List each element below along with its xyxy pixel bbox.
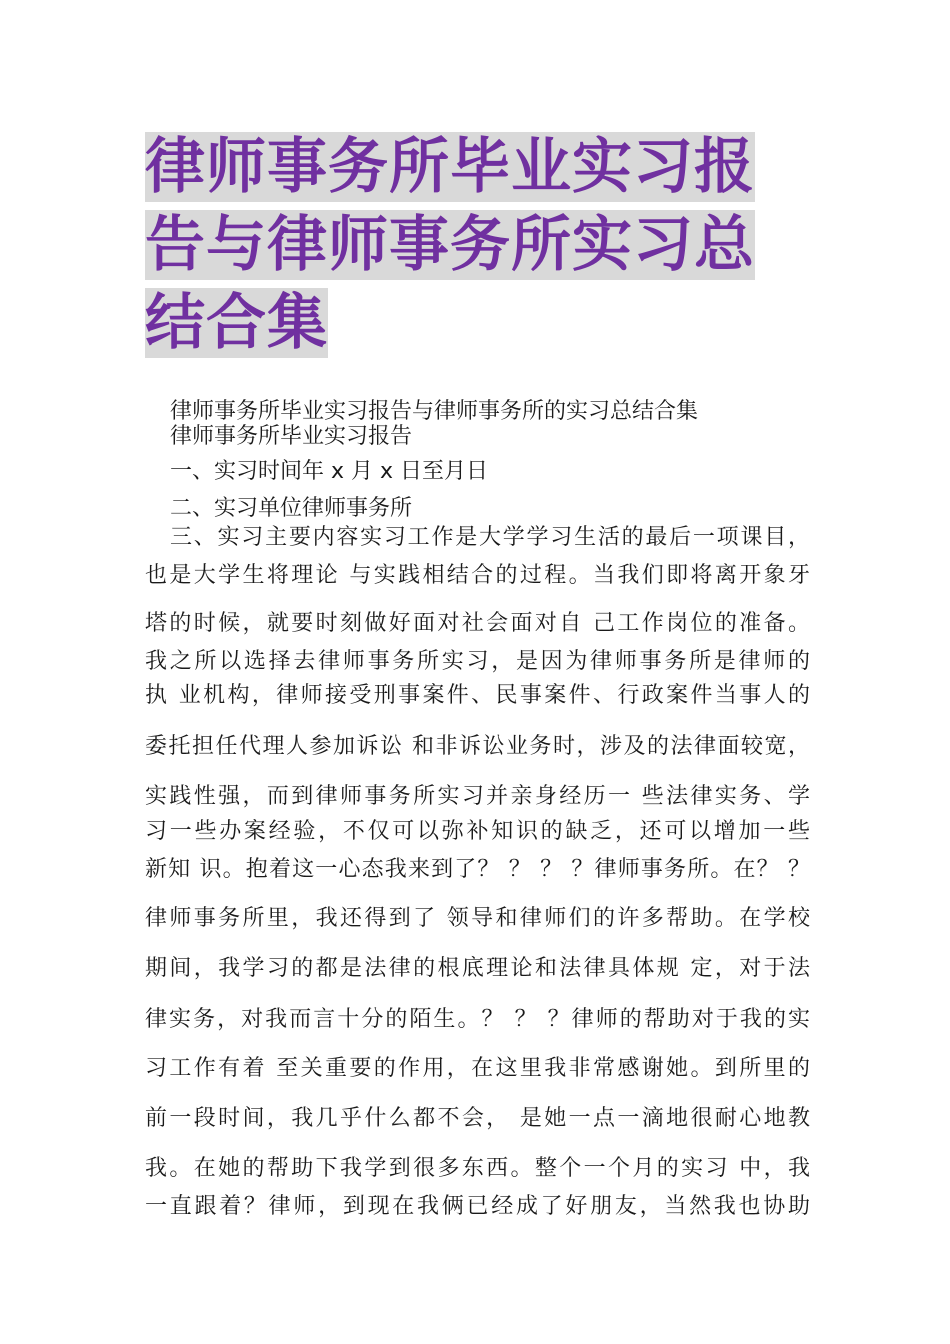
document-title: [145, 128, 815, 362]
document-title-text: 律师事务所毕业实习报告与律师事务所实习总结合集: [145, 132, 755, 358]
section-heading: 律师事务所毕业实习报告: [170, 424, 413, 449]
paragraph-line: 二、实习单位律师事务所: [170, 496, 413, 521]
paragraph-line: 一直跟着？律师，到现在我俩已经成了好朋友，当然我也协助: [145, 1194, 810, 1219]
paragraph-line: 塔的时候，就要时刻做好面对社会面对自 己工作岗位的准备。: [145, 611, 810, 636]
subtitle-line: 律师事务所毕业实习报告与律师事务所的实习总结合集: [170, 399, 699, 424]
paragraph-line: 律实务，对我而言十分的陌生。？ ？ ？律师的帮助对于我的实: [145, 1007, 810, 1032]
paragraph-line: 一、实习时间年 x 月 x 日至月日: [170, 459, 489, 484]
paragraph-line: 执 业机构，律师接受刑事案件、民事案件、行政案件当事人的: [145, 683, 810, 708]
paragraph-line: 实践性强，而到律师事务所实习并亲身经历一 些法律实务、学: [145, 784, 810, 809]
paragraph-line: 新知 识。抱着这一心态我来到了？ ？ ？ ？律师事务所。在？ ？: [145, 857, 810, 882]
paragraph-line: 委托担任代理人参加诉讼 和非诉讼业务时，涉及的法律面较宽，: [145, 734, 810, 759]
paragraph-line: 律师事务所里，我还得到了 领导和律师们的许多帮助。在学校: [145, 906, 810, 931]
paragraph-line: 期间，我学习的都是法律的根底理论和法律具体规 定，对于法: [145, 956, 810, 981]
paragraph-line: 三、实习主要内容实习工作是大学学习生活的最后一项课目，: [170, 525, 810, 550]
paragraph-line: 也是大学生将理论 与实践相结合的过程。当我们即将离开象牙: [145, 563, 810, 588]
paragraph-line: 我。在她的帮助下我学到很多东西。整个一个月的实习 中，我: [145, 1156, 810, 1181]
paragraph-line: 习工作有着 至关重要的作用，在这里我非常感谢她。到所里的: [145, 1056, 810, 1081]
paragraph-line: 习一些办案经验，不仅可以弥补知识的缺乏，还可以增加一些: [145, 819, 810, 844]
paragraph-line: 前一段时间，我几乎什么都不会， 是她一点一滴地很耐心地教: [145, 1106, 810, 1131]
paragraph-line: 我之所以选择去律师事务所实习，是因为律师事务所是律师的: [145, 649, 810, 674]
